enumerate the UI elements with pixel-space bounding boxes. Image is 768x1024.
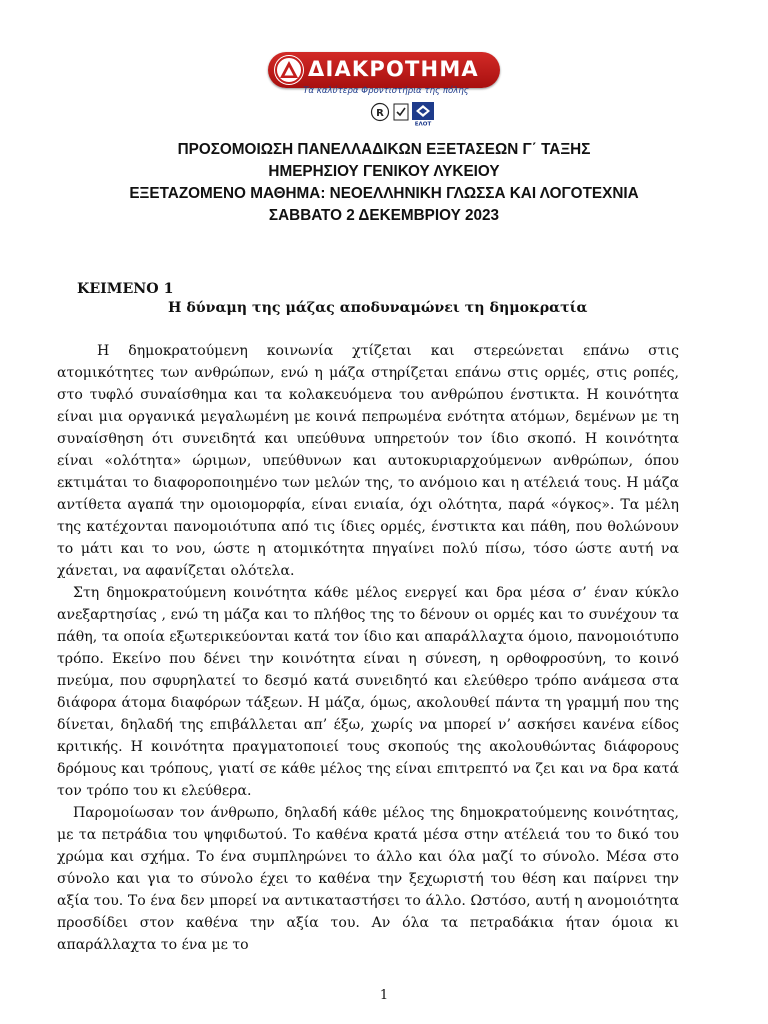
exam-header xyxy=(40,139,728,227)
paragraph: Η δημοκρατούμενη κοινωνία χτίζεται και στερεώνεται επάνω στις ατομικότητες των ανθρώπων, ενώ η μάζα στηρίζεται επάνω στις ορμές, στις ροπές, στο τυφλό συναίσθημα και τα κολακευόμενα του ανθρώπου ένστικτα. Η κοινότητα είναι μια οργανικά μεγαλωμένη με κοινά πεπρωμένα ενότητα ατόμων, δεμένων με τη συναίσθηση ότι συνειδητά και υπεύθυνα υπηρετούν τον ίδιο σκοπό. Η κοινότητα είναι «ολότητα» ώριμων, υπεύθυνων και αυτοκυριαρχούμενων ανθρώπων, όπου εκτιμάται το διαφοροποιημένο των μελών της, το ανόμοιο και η ατέλειά τους. Η μάζα αντίθετα αγαπά την ομοιομορφία, είναι ενιαία, όχι ολότητα, παρά «όγκος». Τα μέλη της κατέχονται πανομοιότυπα από τις ίδιες ορμές, ένστικτα και πάθη, που θολώνουν το μάτι και το νου, ώστε η ατομικότητα πηγαίνει πολύ πίσω, τόσο ώστε αυτή να χάνεται, να αφανίζεται ολότελα. xyxy=(57,343,679,579)
exam-date-line: ΣΑΒΒΑΤΟ 2 ΔΕΚΕΜΒΡΙΟΥ 2023 xyxy=(268,207,500,224)
registered-mark-icon xyxy=(370,102,390,124)
logo-delta-icon xyxy=(274,55,304,85)
paragraph: Στη δημοκρατούμενη κοινότητα κάθε μέλος ενεργεί και δρα μέσα σ’ έναν κύκλο ανεξαρτησίας , ενώ τη μάζα και το πλήθος της το δένουν οι ορμές και το συνέχουν τα πάθη, τα οποία εξωτερικεύονται κατά τον ίδιο και απαράλλαχτα όμοιο, πανομοιότυπο τρόπο. Εκείνο που δένει την κοινότητα είναι η σύνεση, η ορθοφροσύνη, το κοινό πνεύμα, που σφυρηλατεί το δεσμό κατά συνειδητό και ελεύθερο τρόπο ανάμεσα στα διάφορα άτομα διαφόρων τάξεων. Η μάζα, όμως, ακολουθεί πάντα τη γραμμή που της δίνεται, δηλαδή της επιβάλλεται απ’ έξω, χωρίς να μπορεί ν’ ασκήσει κανένα είδος κριτικής. Η κοινότητα πραγματοποιεί τους σκοπούς της ακολουθώντας διάφορους δρόμους και τρόπους, γιατί σε κάθε μέλος της είναι επιτρεπτό να ζει και να δρα κατά τον τρόπο του κι ελεύθερα. xyxy=(57,585,679,799)
elot-label: ΕΛΟΤ xyxy=(414,121,432,126)
brand-logo xyxy=(268,52,500,88)
exam-subject-line: ΕΞΕΤΑΖΟΜΕΝΟ ΜΑΘΗΜΑ: ΝΕΟΕΛΛΗΝΙΚΗ ΓΛΩΣΣΑ ΚΑΙ ΛΟΓΟΤΕΧΝΙΑ xyxy=(129,185,639,202)
svg-text:R: R xyxy=(376,108,384,119)
section-label: ΚΕΙΜΕΝΟ 1 xyxy=(77,281,174,297)
elot-certification-icon xyxy=(412,102,434,126)
certification-badges xyxy=(370,102,434,126)
quality-check-icon xyxy=(393,102,409,124)
paragraph: Παρομοίωσαν τον άνθρωπο, δηλαδή κάθε μέλος της δημοκρατούμενης κοινότητας, με τα πετράδια του ψηφιδωτού. Το καθένα κρατά μέσα στην ατέλειά του το δικό του χρώμα και σχήμα. Το ένα συμπληρώνει το άλλο και όλα μαζί το σύνολο. Μέσα στο σύνολο και για το σύνολο έχει το καθένα την ξεχωριστή του θέση και παίρνει την αξία του. Το ένα δεν μπορεί να αντικαταστήσει το άλλο. Ωστόσο, αυτή η ανομοιότητα προσδίδει στον καθένα την αξία του. Αν όλα τα πετραδάκια ήταν όμοια κι απαράλλαχτα το ένα με το xyxy=(57,805,679,953)
text-title: Η δύναμη της μάζας αποδυναμώνει τη δημοκρατία xyxy=(168,300,588,316)
exam-level-line: ΗΜΕΡΗΣΙΟΥ ΓΕΝΙΚΟΥ ΛΥΚΕΙΟΥ xyxy=(268,163,500,180)
page-number: 1 xyxy=(379,988,389,1003)
text-body xyxy=(57,340,679,956)
logo-brand-name: ΔΙΑΚΡΟΤΗΜΑ xyxy=(308,57,479,81)
logo-tagline: Τα καλύτερα Φροντιστήρια της πόλης xyxy=(303,86,469,96)
exam-title-line: ΠΡΟΣΟΜΟΙΩΣΗ ΠΑΝΕΛΛΑΔΙΚΩΝ ΕΞΕΤΑΣΕΩΝ Γ΄ ΤΑΞΗΣ xyxy=(177,141,591,158)
